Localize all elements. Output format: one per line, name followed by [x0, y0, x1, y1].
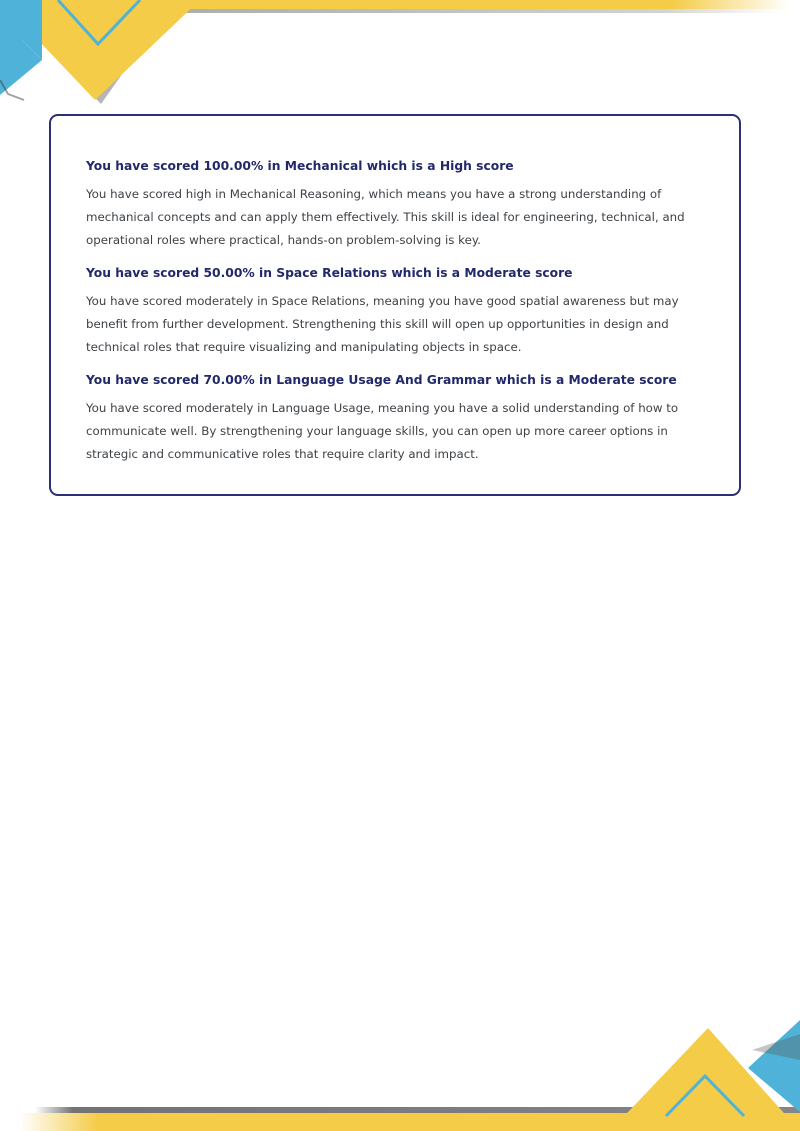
- score-heading: You have scored 100.00% in Mechanical which is a High score: [86, 159, 514, 173]
- score-description: You have scored moderately in Language Usage, meaning you have a solid understanding of how to communicate well. By strengthening your language skills, you can open up more career options in strategic and communicative roles that require clarity and impact.: [86, 401, 679, 461]
- score-description: You have scored moderately in Space Relations, meaning you have good spatial awareness but may benefit from further development. Strengthening this skill will open up opportunities in design and technical roles that require visualizing and manipulating objects in space.: [86, 294, 679, 354]
- score-heading: You have scored 50.00% in Space Relations which is a Moderate score: [86, 266, 573, 280]
- score-results-box: [49, 114, 741, 496]
- score-description: You have scored high in Mechanical Reasoning, which means you have a strong understanding of mechanical concepts and can apply them effectively. This skill is ideal for engineering, technical, and operational roles where practical, hands-on problem-solving is key.: [86, 187, 685, 247]
- score-section-language-usage: [86, 372, 705, 466]
- score-section-space-relations: [86, 265, 705, 359]
- score-section-mechanical: [86, 158, 705, 252]
- top-left-corner-decoration: [0, 0, 790, 104]
- bottom-right-corner-decoration: [20, 1020, 800, 1131]
- score-heading: You have scored 70.00% in Language Usage And Grammar which is a Moderate score: [86, 373, 677, 387]
